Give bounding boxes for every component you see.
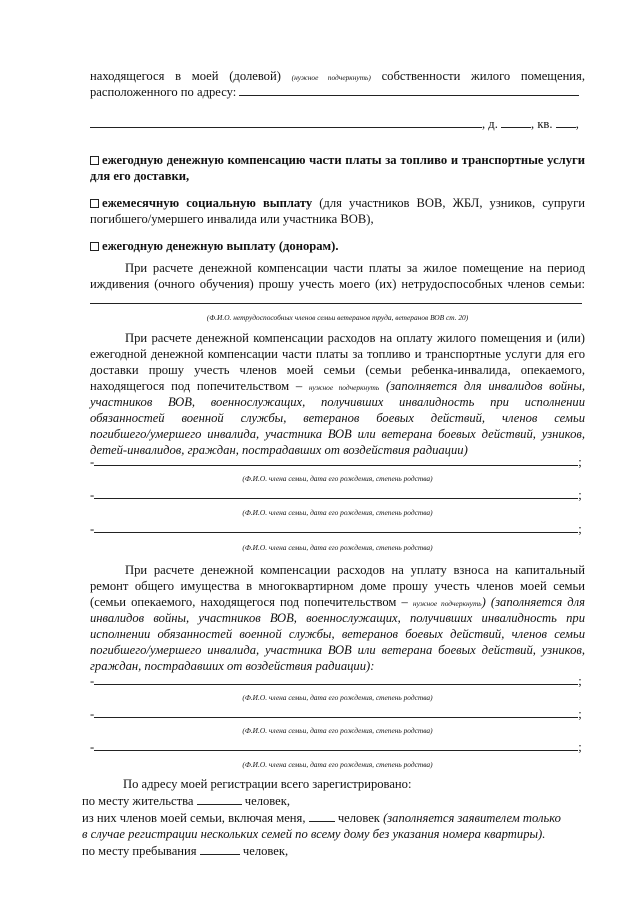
family-member-caption: (Ф.И.О. члена семьи, дата его рождения, степень родства) [242, 693, 433, 702]
underline-note: нужное подчеркнуть [412, 599, 482, 608]
dependents-caption: (Ф.И.О. нетрудоспособных членов семьи ветеранов труда, ветеранов ВОВ ст. 20) [206, 313, 469, 322]
address-line-2: , д. , кв. , [90, 116, 585, 132]
donor-payment-label: ежегодную денежную выплату (донорам). [102, 239, 339, 253]
family-member-line: - ; [90, 522, 582, 536]
address-field-2[interactable] [90, 116, 482, 128]
family-member-caption: (Ф.И.О. члена семьи, дата его рождения, степень родства) [242, 543, 433, 552]
fuel-compensation-checkbox[interactable] [90, 156, 99, 165]
family-count-field[interactable] [309, 810, 335, 822]
family-member-line: - ; [90, 488, 582, 502]
option-fuel-compensation [90, 152, 585, 168]
option-donor-payment [90, 238, 585, 254]
underline-note: (нужное подчеркнуть) [291, 73, 371, 82]
fuel-compensation-label: ежегодную денежную компенсацию части платы за топливо и транспортные услуги [102, 153, 585, 167]
dependents-field[interactable] [90, 292, 582, 304]
underline-note: нужное подчеркнуть [308, 383, 380, 392]
stay-count-line: по месту пребывания человек, [82, 844, 289, 858]
family-member-field[interactable] [94, 454, 578, 466]
family-member-caption: (Ф.И.О. члена семьи, дата его рождения, степень родства) [242, 474, 433, 483]
address-label: расположенного по адресу: [90, 85, 237, 99]
family-member-line: - ; [90, 707, 582, 721]
monthly-payment-checkbox[interactable] [90, 199, 99, 208]
house-number-field[interactable] [501, 116, 531, 128]
dependents-line [90, 292, 585, 308]
ownership-text-end: собственности жилого помещения, [381, 69, 585, 83]
dependents-paragraph-cont: иждивения (очного обучения) прошу учесть моего (их) нетрудоспособных членов семьи: [90, 277, 585, 291]
family-member-line: - ; [90, 740, 582, 754]
monthly-payment-note: (для участников ВОВ, ЖБЛ, узников, супруги [319, 196, 585, 210]
apartment-number-field[interactable] [556, 116, 576, 128]
family-member-caption: (Ф.И.О. члена семьи, дата его рождения, степень родства) [242, 726, 433, 735]
address-line [90, 84, 585, 100]
family-count-line: из них членов моей семьи, включая меня, человек (заполняется заявителем только [82, 811, 561, 825]
family-count-note: в случае регистрации нескольких семей по всему дому без указания номера квартиры). [82, 827, 546, 841]
family-member-caption: (Ф.И.О. члена семьи, дата его рождения, степень родства) [242, 760, 433, 769]
residence-count-line: по месту жительства человек, [82, 794, 291, 808]
family-member-field[interactable] [94, 521, 578, 533]
capital-repair-paragraph: При расчете денежной компенсации расходов на уплату взноса на капитальный [125, 563, 585, 577]
house-label: , д. [482, 117, 498, 131]
family-member-field[interactable] [94, 673, 578, 685]
application-form-page: находящегося в моей (долевой) (нужное подчеркнуть) собственности жилого помещения, расположенного по адресу: , д. , кв. , ежегодную денежную компенсацию части платы за топливо и транспортные услуги для его доставки, ежемесячную социальную выплату (для участников ВОВ, ЖБЛ, узников, супруги погибшего/умершего инвалида или участника ВОВ), ежегодную денежную выплату (донорам). При расчете денежной компенсации части платы за жилое помещение на период иждивения (очного обучения) прошу учесть моего (их) нетрудоспособных членов семьи: (Ф.И.О. нетрудоспособных членов семьи ветеранов труда, ветеранов ВОВ ст. 20) При расчете денежной компенсации расходов на оплату жилого помещения и (или) ежегодной денежной компенсации части платы за топливо и транспортные услуги для его доставки прошу учесть членов моей семьи (семьи ребенка-инвалида, опекаемого, находящегося под попечительством – нужное подчеркнуть (заполняется для инвалидов войны, участников ВОВ, военнослужащих, получивших инвалидность при исполнении обязанностей военной службы, ветеранов боевых действий, членов семьи погибшего/умершего инвалида, участника ВОВ или ветерана боевых действий, узников, детей-инвалидов, граждан, пострадавших от воздействия радиации) - ; (Ф.И.О. члена семьи, дата его рождения, степень родства) - ; (Ф.И.О. члена семьи, дата его рождения, степень родства) - ; (Ф.И.О. члена семьи, дата его рождения, степень родства) При расчете денежной компенсации расходов на уплату взноса на капитальный ремонт общего имущества в многоквартирном доме прошу учесть членов моей семьи (семьи опекаемого, находящегося под попечительством – нужное подчеркнуть) (заполняется для инвалидов войны, участников ВОВ, военнослужащих, получивших инвалидность при исполнении обязанностей военной службы, ветеранов боевых действий, членов семьи погибшего/умершего инвалида, участника ВОВ или ветерана боевых действий, узников, граждан, пострадавших от воздействия радиации): - ; (Ф.И.О. члена семьи, дата его рождения, степень родства) - ; (Ф.И.О. члена семьи, дата его рождения, степень родства) - ; (Ф.И.О. члена семьи, дата его рождения, степень родства) По адресу моей регистрации всего зарегистрировано: по месту жительства человек, из них членов моей семьи, включая меня, человек (заполняется заявителем только в случае регистрации нескольких семей по всему дому без указания номера квартиры). по месту пребывания человек, [0, 0, 640, 905]
fuel-compensation-label-cont: для его доставки, [90, 169, 190, 183]
monthly-payment-label: ежемесячную социальную выплату [102, 196, 313, 210]
residence-count-field[interactable] [197, 793, 242, 805]
family-member-field[interactable] [94, 706, 578, 718]
apartment-label: , кв. [531, 117, 553, 131]
family-member-caption: (Ф.И.О. члена семьи, дата его рождения, степень родства) [242, 508, 433, 517]
housing-compensation-paragraph: При расчете денежной компенсации расходов на оплату жилого помещения и (или) [125, 331, 585, 345]
address-field[interactable] [239, 84, 579, 96]
monthly-payment-note-cont: погибшего/умершего инвалида или участника ВОВ), [90, 212, 374, 226]
option-monthly-payment [90, 195, 585, 211]
dependents-paragraph: При расчете денежной компенсации части платы за жилое помещение на период [125, 261, 585, 275]
ownership-text: находящегося в моей (долевой) [90, 69, 281, 83]
family-member-field[interactable] [94, 487, 578, 499]
registration-heading: По адресу моей регистрации всего зарегистрировано: [123, 777, 412, 791]
donor-payment-checkbox[interactable] [90, 242, 99, 251]
family-member-line: - ; [90, 674, 582, 688]
stay-count-field[interactable] [200, 843, 240, 855]
family-member-field[interactable] [94, 739, 578, 751]
family-member-line: - ; [90, 455, 582, 469]
